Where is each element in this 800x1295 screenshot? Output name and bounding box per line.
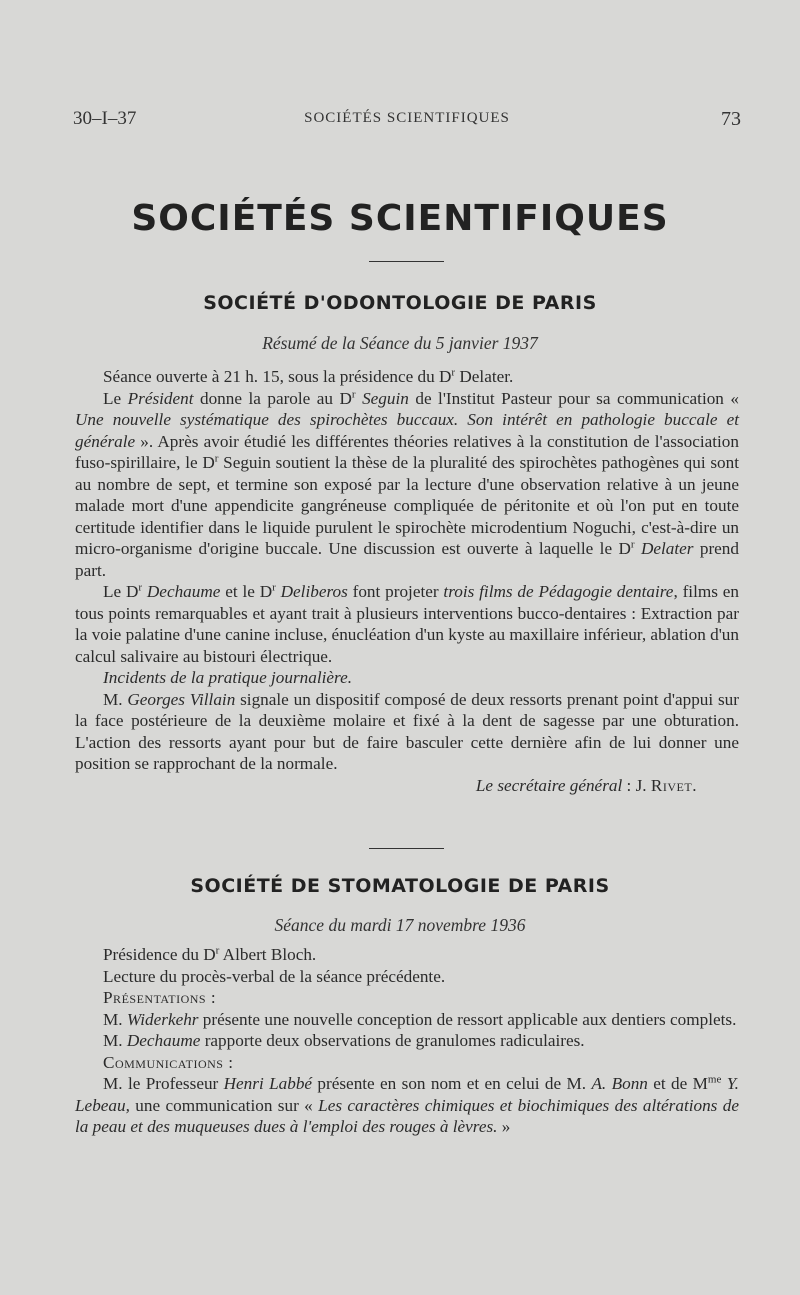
running-head-title: SOCIÉTÉS SCIENTIFIQUES <box>304 110 510 126</box>
paragraph: M. le Professeur Henri Labbé présente en son nom et en celui de M. A. Bonn et de $M^{me}$ Y. Lebeau, une communication sur « Les caractères chimiques et biochimiques des altérations de la peau et des muqueuses dues à l'emploi des rouges à lèvres. » <box>75 1073 739 1136</box>
paragraph: Lecture du procès-verbal de la séance précédente. <box>103 966 446 986</box>
paragraph: Présidence du $D^r$ Albert Bloch. <box>103 944 317 964</box>
subheading-communications: Communications : <box>103 1052 234 1072</box>
paragraph: M. Dechaume rapporte deux observations de granulomes radiculaires. <box>103 1031 585 1050</box>
paragraph: M. Georges Villain signale un dispositif composé de deux ressorts prenant point d'appui sur la face postérieure de la deuxième molaire et fixé à la dent de sagesse par une obturation. L'action des ressorts ayant pour but de faire basculer cette dernière afin de lui donner une position se rapprochant de la normale. <box>75 689 739 773</box>
subheading-presentations: Présentations : <box>103 988 217 1007</box>
page-number: 73 <box>721 108 741 130</box>
section-divider <box>369 848 444 849</box>
section-subtitle-odontologie: Résumé de la Séance du 5 janvier 1937 <box>262 333 538 353</box>
running-head <box>73 108 741 136</box>
section-title-odontologie: SOCIÉTÉ D'ODONTOLOGIE DE PARIS <box>203 292 597 314</box>
section-title-stomatologie: SOCIÉTÉ DE STOMATOLOGIE DE PARIS <box>190 875 610 897</box>
paragraph: Séance ouverte à 21 h. 15, sous la présidence du $D^r$ Delater. <box>103 366 514 386</box>
running-head-date: 30–I–37 <box>73 108 137 129</box>
signature: Le secrétaire général : J. Rivet. <box>475 775 697 795</box>
main-title: SOCIÉTÉS SCIENTIFIQUES <box>131 198 669 239</box>
section-body-stomatologie <box>75 944 739 1138</box>
paragraph: Le Président donne la parole au $D^r$ Seguin de l'Institut Pasteur pour sa communication « Une nouvelle systématique des spirochètes buccaux. Son intérêt en pathologie buccale et générale ». Après avoir étudié les différentes théories relatives à la constitution de l'association fuso-spirillaire, le $D^r$ Seguin soutient la thèse de la pluralité des spirochètes pathogènes qui sont au nombre de sept, et termine son exposé par la lecture d'une observation relative à un jeune malade mort d'une appendicite gangréneuse compliquée de péritonite et où l'on put en toute certitude identifier dans le liquide purulent le spirochète microdentium Noguchi, c'est-à-dire un micro-organisme d'origine buccale. Une discussion est ouverte à laquelle le $D^r$ Delater prend part. <box>75 387 739 580</box>
paragraph: Le $D^r$ Dechaume et le $D^r$ Deliberos font projeter trois films de Pédagogie dentaire, films en tous points remarquables et ayant trait à plusieurs interventions bucco-dentaires : Extraction par la voie palatine d'une canine incluse, énucléation d'un kyste au maxillaire inférieur, ablation d'un calcul salivaire au bistouri électrique. <box>75 581 739 666</box>
paragraph: M. Widerkehr présente une nouvelle conception de ressort applicable aux dentiers complets. <box>103 1009 737 1029</box>
paragraph: Incidents de la pratique journalière. <box>103 668 353 687</box>
section-subtitle-stomatologie: Séance du mardi 17 novembre 1936 <box>274 915 526 935</box>
section-body-odontologie <box>75 366 739 796</box>
title-divider <box>369 261 444 262</box>
